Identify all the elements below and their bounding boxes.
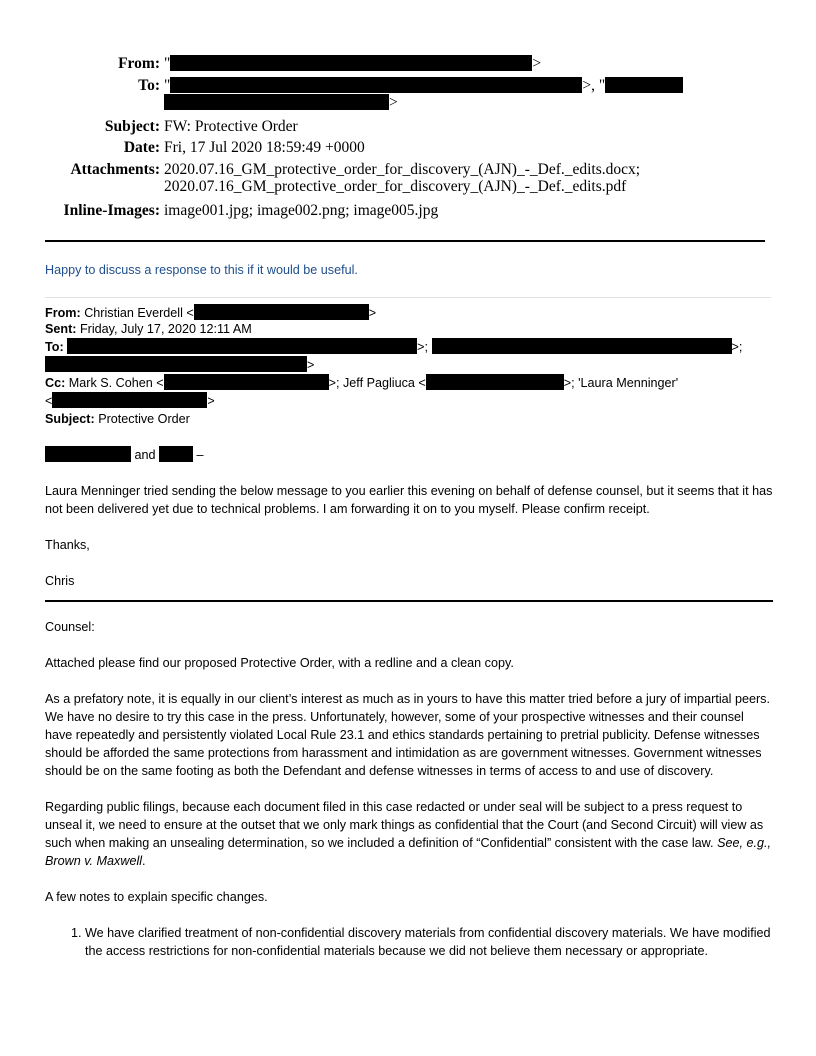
subject-value: FW: Protective Order (164, 118, 298, 135)
p3-text: Regarding public filings, because each document filed in this case redacted or under seal will be subject to a press request to unseal it, we need to ensure at the outset that we only mark things as confidential that the Court (and Second Circuit) will view as such when making an unsealing determination, so we included a definition of “Confidential” consistent with the case law. (45, 800, 764, 850)
greeting-dash: – (196, 448, 204, 462)
redaction (52, 392, 207, 408)
redaction (67, 338, 417, 354)
from-name: Christian Everdell < (84, 306, 194, 320)
redaction (194, 304, 369, 320)
label: Cc: (45, 376, 66, 390)
divider-light (45, 297, 771, 298)
redaction (426, 374, 564, 390)
sent-value: Friday, July 17, 2020 12:11 AM (79, 322, 252, 336)
fwd-body: Laura Menninger tried sending the below message to you earlier this evening on behalf of defense counsel, but it seems that it has not been delivered yet due to technical problems. I am forwarding it on to you myself. Please confirm receipt. (45, 484, 773, 516)
divider (45, 600, 773, 602)
redaction (605, 77, 683, 93)
greeting-and: and (134, 448, 156, 462)
label: Subject: (45, 412, 95, 426)
cc-name: Mark S. Cohen < (68, 376, 164, 390)
forward-note: Happy to discuss a response to this if it would be useful. (45, 263, 358, 277)
p3-end: . (142, 854, 146, 868)
subject-value: Protective Order (98, 412, 190, 426)
cc-name: >; 'Laura Menninger' (563, 376, 679, 390)
list-item: 1. We have clarified treatment of non-confidential discovery materials from confidential discovery materials. We have modified the access restrictions for non-confidential materials because we did not believe them necessary or appropriate. (85, 924, 773, 960)
attachments-label: Attachments: (70, 161, 160, 178)
salutation: Counsel: (45, 620, 95, 634)
fwd-cc-cont: < > (45, 394, 215, 408)
signature: Chris (45, 574, 75, 588)
redaction (170, 55, 532, 71)
redaction (164, 94, 389, 110)
redaction (45, 446, 131, 462)
divider (45, 240, 765, 242)
fwd-from: From: Christian Everdell < > (45, 306, 377, 320)
redaction (170, 77, 582, 93)
paragraph-2: As a prefatory note, it is equally in our client’s interest as much as in yours to have this matter tried before a jury of impartial peers. We have no desire to try this case in the press. Unfortunately, however, some of your prospective witnesses and their counsel have repeatedly and persistently violated Local Rule 23.1 and ethics standards pertaining to pretrial publicity. Defense witnesses should be afforded the same protections from harassment and intimidation as are government witnesses. Government witnesses should be on the same footing as both the Defendant and defense witnesses in terms of access to and use of discovery. (45, 692, 770, 778)
greeting (45, 446, 204, 464)
attachment-pdf[interactable]: 2020.07.16_GM_protective_order_for_discovery_(AJN)_-_Def._edits.pdf (164, 178, 627, 195)
redaction (159, 446, 193, 462)
inline-images-label: Inline-Images: (63, 202, 160, 219)
fwd-sent (45, 320, 252, 338)
label: From: (45, 306, 81, 320)
inline-images-value: image001.jpg; image002.png; image005.jpg (164, 202, 439, 219)
case-citation: See, e.g., Brown v. Maxwell (45, 836, 771, 868)
redaction (164, 374, 329, 390)
label: Sent: (45, 322, 77, 336)
date-label: Date: (123, 139, 160, 156)
subject-label: Subject: (104, 118, 160, 135)
paragraph-4: A few notes to explain specific changes. (45, 890, 268, 904)
cc-name: >; Jeff Pagliuca < (328, 376, 426, 390)
fwd-message (45, 482, 773, 960)
date-value: Fri, 17 Jul 2020 18:59:49 +0000 (164, 139, 365, 156)
fwd-to-cont: > (45, 356, 314, 374)
from-label: From: (118, 55, 160, 72)
label: To: (45, 340, 64, 354)
paragraph-1: Attached please find our proposed Protective Order, with a redline and a clean copy. (45, 656, 514, 670)
fwd-cc (45, 374, 678, 392)
notes-list (45, 924, 773, 960)
thanks: Thanks, (45, 538, 90, 552)
paragraph-3 (45, 798, 773, 870)
to-label: To: (138, 77, 160, 94)
to-value: " >, " (164, 77, 683, 94)
attachment-docx[interactable]: 2020.07.16_GM_protective_order_for_discovery_(AJN)_-_Def._edits.docx; (164, 161, 641, 178)
to-value-cont: > (164, 94, 398, 111)
fwd-to: To: >; >; (45, 340, 743, 354)
from-value: " > (164, 55, 542, 72)
redaction (45, 356, 307, 372)
email-header (0, 0, 816, 230)
redaction (432, 338, 732, 354)
fwd-subject (45, 410, 190, 428)
